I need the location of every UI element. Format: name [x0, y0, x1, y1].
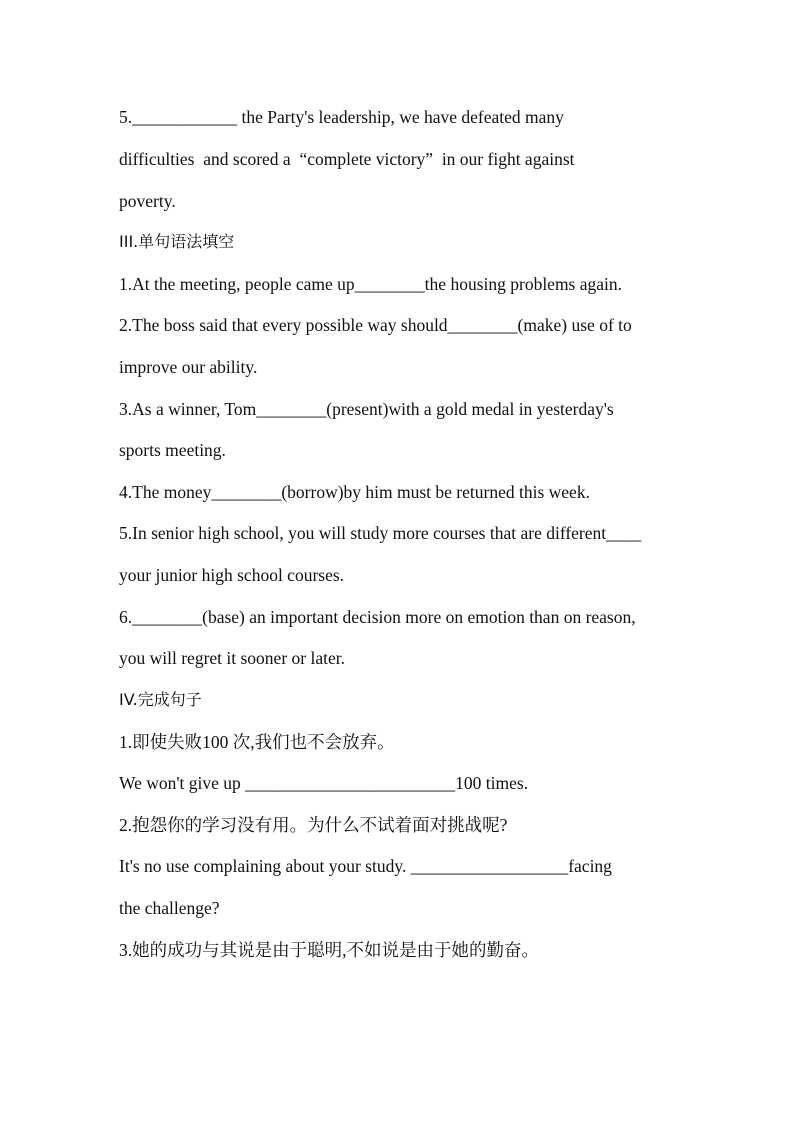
section4-item2-english-line2: the challenge? — [119, 898, 220, 918]
section4-item2-chinese: 2.抱怨你的学习没有用。为什么不试着面对挑战呢? — [119, 815, 508, 835]
section3-item4: 4.The money________(borrow)by him must be returned this week. — [119, 482, 590, 502]
section3-item2-line2: improve our ability. — [119, 357, 258, 377]
section3-item6-line1: 6.________(base) an important decision more on emotion than on reason, — [119, 607, 636, 627]
section2-item5-line3: poverty. — [119, 191, 176, 211]
section3-item5-line1: 5.In senior high school, you will study more courses that are different____ — [119, 523, 642, 543]
section3-item3-line2: sports meeting. — [119, 440, 226, 460]
section4-item1-chinese: 1.即使失败100 次,我们也不会放弃。 — [119, 732, 395, 752]
section3-item5-line2: your junior high school courses. — [119, 565, 345, 585]
section3-item3-line1: 3.As a winner, Tom________(present)with a gold medal in yesterday's — [119, 399, 614, 419]
section4-heading: IV.完成句子 — [119, 690, 202, 709]
section4-item1-english: We won't give up ________________________100 times. — [119, 773, 529, 793]
section3-item1: 1.At the meeting, people came up________the housing problems again. — [119, 274, 623, 294]
section4-item2-english-line1: It's no use complaining about your study. __________________facing — [119, 856, 612, 876]
section4-item3-chinese: 3.她的成功与其说是由于聪明,不如说是由于她的勤奋。 — [119, 940, 539, 960]
section3-item6-line2: you will regret it sooner or later. — [119, 648, 345, 668]
section2-item5-line1: 5.____________ the Party's leadership, we have defeated many — [119, 107, 564, 127]
section3-item2-line1: 2.The boss said that every possible way should________(make) use of to — [119, 315, 632, 335]
section3-heading: III.单句语法填空 — [119, 232, 235, 251]
section2-item5-line2: difficulties and scored a “complete victory” in our fight against — [119, 149, 575, 169]
